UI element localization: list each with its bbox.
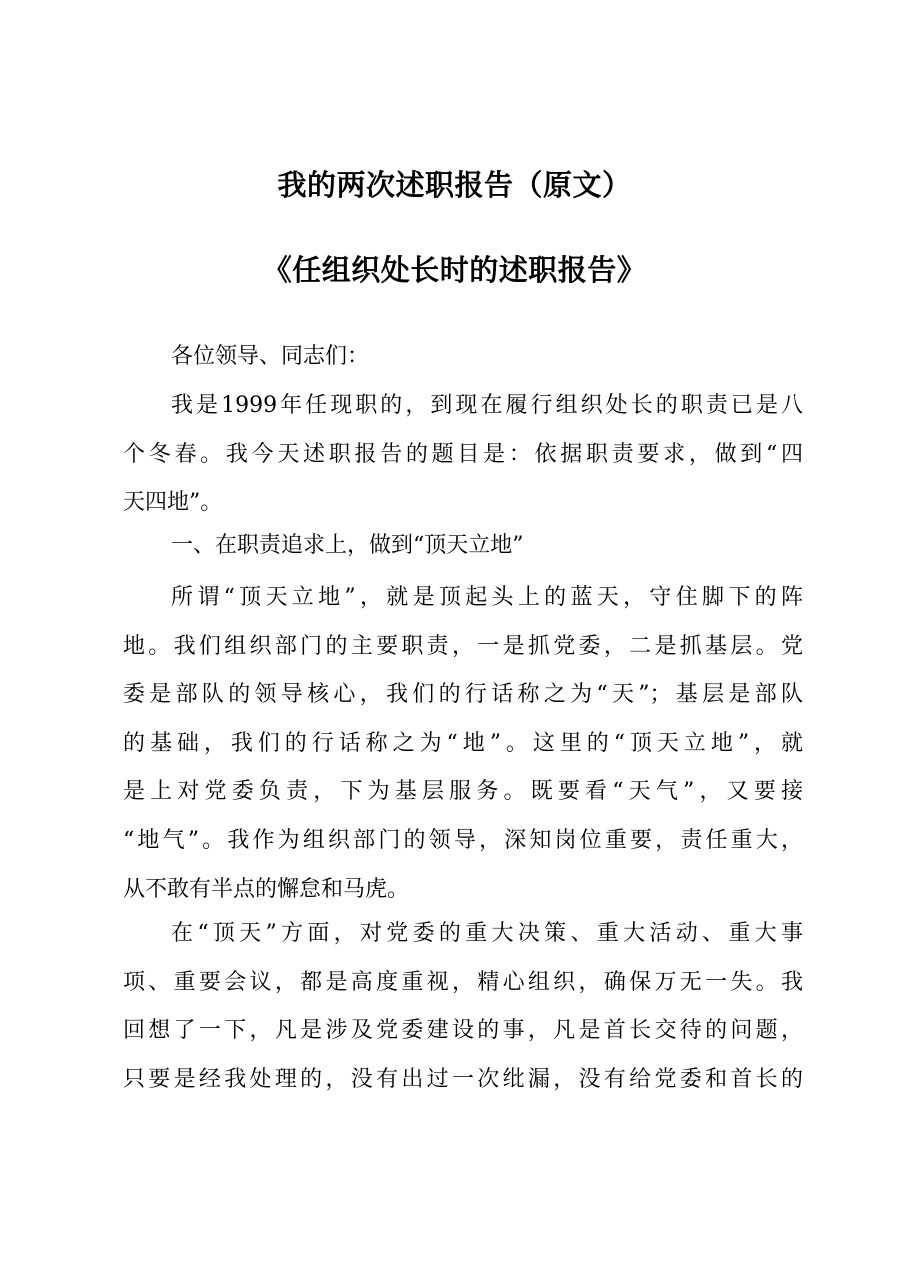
- paragraph-line: 是上对党委负责，下为基层服务。既要看“天气”，又要接: [123, 779, 803, 805]
- paragraph-line: 委是部队的领导核心，我们的行话称之为“天”；基层是部队: [123, 682, 803, 708]
- paragraph-line: 的基础，我们的行话称之为“地”。这里的“顶天立地”，就: [123, 730, 803, 756]
- paragraph-line: 我是1999年任现职的，到现在履行组织处长的职责已是八: [171, 393, 803, 418]
- paragraph-line: 从不敢有半点的懈怠和马虎。: [123, 876, 410, 902]
- paragraph-line: 天四地”。: [123, 490, 223, 516]
- section-heading-1: [123, 522, 803, 571]
- paragraph-1: [123, 382, 803, 528]
- paragraph-line: 项、重要会议，都是高度重视，精心组织，确保万无一失。我: [123, 969, 803, 995]
- paragraph-line: “地气”。我作为组织部门的领导，深知岗位重要，责任重大，: [123, 827, 803, 853]
- document-title: 我的两次述职报告（原文）: [277, 168, 632, 202]
- heading-line: 一、在职责追求上，做到“顶天立地”: [171, 533, 524, 558]
- paragraph-line: 只要是经我处理的，没有出过一次纰漏，没有给党委和首长的: [123, 1066, 803, 1092]
- salutation: [123, 333, 803, 382]
- paragraph-2: [123, 574, 803, 914]
- paragraph-line: 所谓“顶天立地”，就是顶起头上的蓝天，守住脚下的阵: [171, 585, 803, 610]
- paragraph-line: 在“顶天”方面，对党委的重大决策、重大活动、重大事: [171, 921, 803, 946]
- paragraph-line: 回想了一下，凡是涉及党委建设的事，凡是首长交待的问题，: [123, 1018, 803, 1044]
- paragraph-3: [123, 910, 803, 1104]
- document-subtitle: 《任组织处长时的述职报告》: [262, 253, 647, 287]
- paragraph-line: 地。我们组织部门的主要职责，一是抓党委，二是抓基层。党: [123, 633, 803, 659]
- salutation-line: 各位领导、同志们：: [171, 344, 370, 369]
- paragraph-line: 个冬春。我今天述职报告的题目是：依据职责要求，做到“四: [123, 441, 803, 467]
